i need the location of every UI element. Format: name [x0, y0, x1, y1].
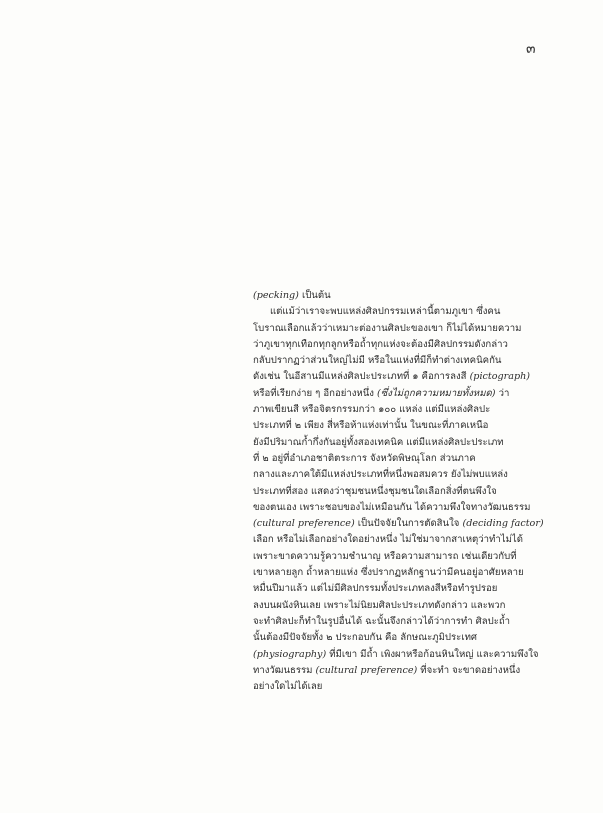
text-run: อย่างใดไม่ได้เลย [253, 681, 323, 693]
text-line [253, 321, 575, 337]
italic-term: (deciding factor) [462, 518, 544, 530]
text-run: ที่ ๒ อยู่ที่อำเภอชาติตระการ จังหวัดพิษณุโลก ส่วนภาค [253, 452, 476, 464]
text-line [253, 581, 575, 597]
text-line [253, 614, 575, 630]
text-line [253, 353, 575, 369]
text-run: นั้นต้องมีปัจจัยทั้ง ๒ ประกอบกัน คือ ลักษณะภูมิประเทศ [253, 632, 478, 644]
text-line [253, 337, 575, 353]
text-run: ประเภทที่ ๒ เพียง สี่หรือห้าแห่งเท่านั้น ในขณะที่ภาคเหนือ [253, 420, 489, 432]
text-run: เพราะขาดความรู้ความชำนาญ หรือความสามารถ เช่นเดียวกับที่ [253, 550, 517, 562]
text-run: ประเภทที่สอง แสดงว่าชุมชนหนึ่งชุมชนใดเลือกสิ่งที่ตนพึงใจ [253, 485, 497, 497]
italic-term: (cultural preference) [253, 518, 355, 530]
text-run: ที่มีเขา มีถ้ำ เพิงผาหรือก้อนหินใหญ่ และความพึงใจ [326, 648, 539, 660]
text-run: แต่แม้ว่าเราจะพบแหล่งศิลปกรรมเหล่านี้ตามภูเขา ซึ่งคน [270, 306, 501, 318]
text-run: เป็นปัจจัยในการตัดสินใจ [354, 518, 463, 530]
text-run: หมื่นปีมาแล้ว แต่ไม่มีศิลปกรรมทั้งประเภทลงสีหรือทำรูปรอย [253, 583, 498, 595]
text-line [253, 630, 575, 646]
text-run: ที่จะทำ จะขาดอย่างหนึ่ง [417, 664, 521, 676]
text-line [253, 679, 575, 695]
text-run: กลางและภาคใต้มีแหล่งประเภทที่หนึ่งพอสมควร ยังไม่พบแหล่ง [253, 469, 508, 481]
text-line [253, 549, 575, 565]
italic-term: (cultural preference) [315, 664, 418, 676]
body-text [253, 288, 575, 695]
text-line [253, 435, 575, 451]
text-line [253, 598, 575, 614]
text-run: หรือที่เรียกง่าย ๆ อีกอย่างหนึ่ง [253, 387, 378, 399]
text-run: ของตนเอง เพราะชอบของไม่เหมือนกัน ได้ความพึงใจทางวัฒนธรรม [253, 501, 531, 513]
text-run: เป็นต้น [298, 290, 331, 301]
text-run: ดังเช่น ในอีสานมีแหล่งศิลปะประเภทที่ ๑ คือการลงสี [253, 371, 470, 383]
text-line [253, 451, 575, 467]
text-line [253, 500, 575, 516]
text-line [253, 484, 575, 500]
text-line [253, 369, 575, 385]
text-line [253, 304, 575, 320]
text-run: กลับปรากฏว่าส่วนใหญ่ไม่มี หรือในแห่งที่มีก็ทำต่างเทคนิคกัน [253, 355, 502, 367]
text-run: ว่า [495, 387, 510, 399]
text-line [253, 663, 575, 679]
text-line [253, 467, 575, 483]
text-run: ว่าภูเขาทุกเทือกทุกลูกหรือถ้ำทุกแห่งจะต้องมีศิลปกรรมดังกล่าว [253, 338, 508, 350]
text-run: ลงบนผนังหินเลย เพราะไม่นิยมศิลปะประเภทดังกล่าว และพวก [253, 599, 506, 611]
text-run: ภาพเขียนสี หรือจิตรกรรมกว่า ๑๐๐ แหล่ง แต่มีแหล่งศิลปะ [253, 404, 491, 416]
text-line [253, 418, 575, 434]
italic-term: (pecking) [253, 290, 299, 301]
italic-term: (ซึ่งไม่ถูกความหมายทั้งหมด) [377, 387, 496, 399]
text-run: โบราณเลือกแล้วว่าเหมาะต่องานศิลปะของเขา ก็ไม่ได้หมายความ [253, 322, 522, 334]
text-line [253, 532, 575, 548]
text-line [253, 516, 575, 532]
italic-term: (physiography) [253, 648, 327, 660]
text-line [253, 565, 575, 581]
text-run: จะทำศิลปะก็ทำในรูปอื่นได้ ฉะนั้นจึงกล่าวได้ว่าการทำ ศิลปะถ้ำ [253, 615, 511, 627]
text-run: เขาหลายลูก ถ้ำหลายแห่ง ซึ่งปรากฏหลักฐานว่ามีคนอยู่อาศัยหลาย [253, 567, 524, 579]
text-run: ยังมีปริมาณก้ำกึ่งกันอยู่ทั้งสองเทคนิค แต่มีแหล่งศิลปะประเภท [253, 436, 504, 448]
text-run: เลือก หรือไม่เลือกอย่างใดอย่างหนึ่ง ไม่ใช่มาจากสาเหตุว่าทำไม่ได้ [253, 534, 523, 546]
page-number: ๓ [526, 41, 536, 57]
text-line [253, 402, 575, 418]
italic-term: (pictograph) [469, 371, 531, 383]
text-run: ทางวัฒนธรรม [253, 664, 316, 676]
text-line [253, 288, 575, 304]
text-line [253, 386, 575, 402]
text-line [253, 647, 575, 663]
